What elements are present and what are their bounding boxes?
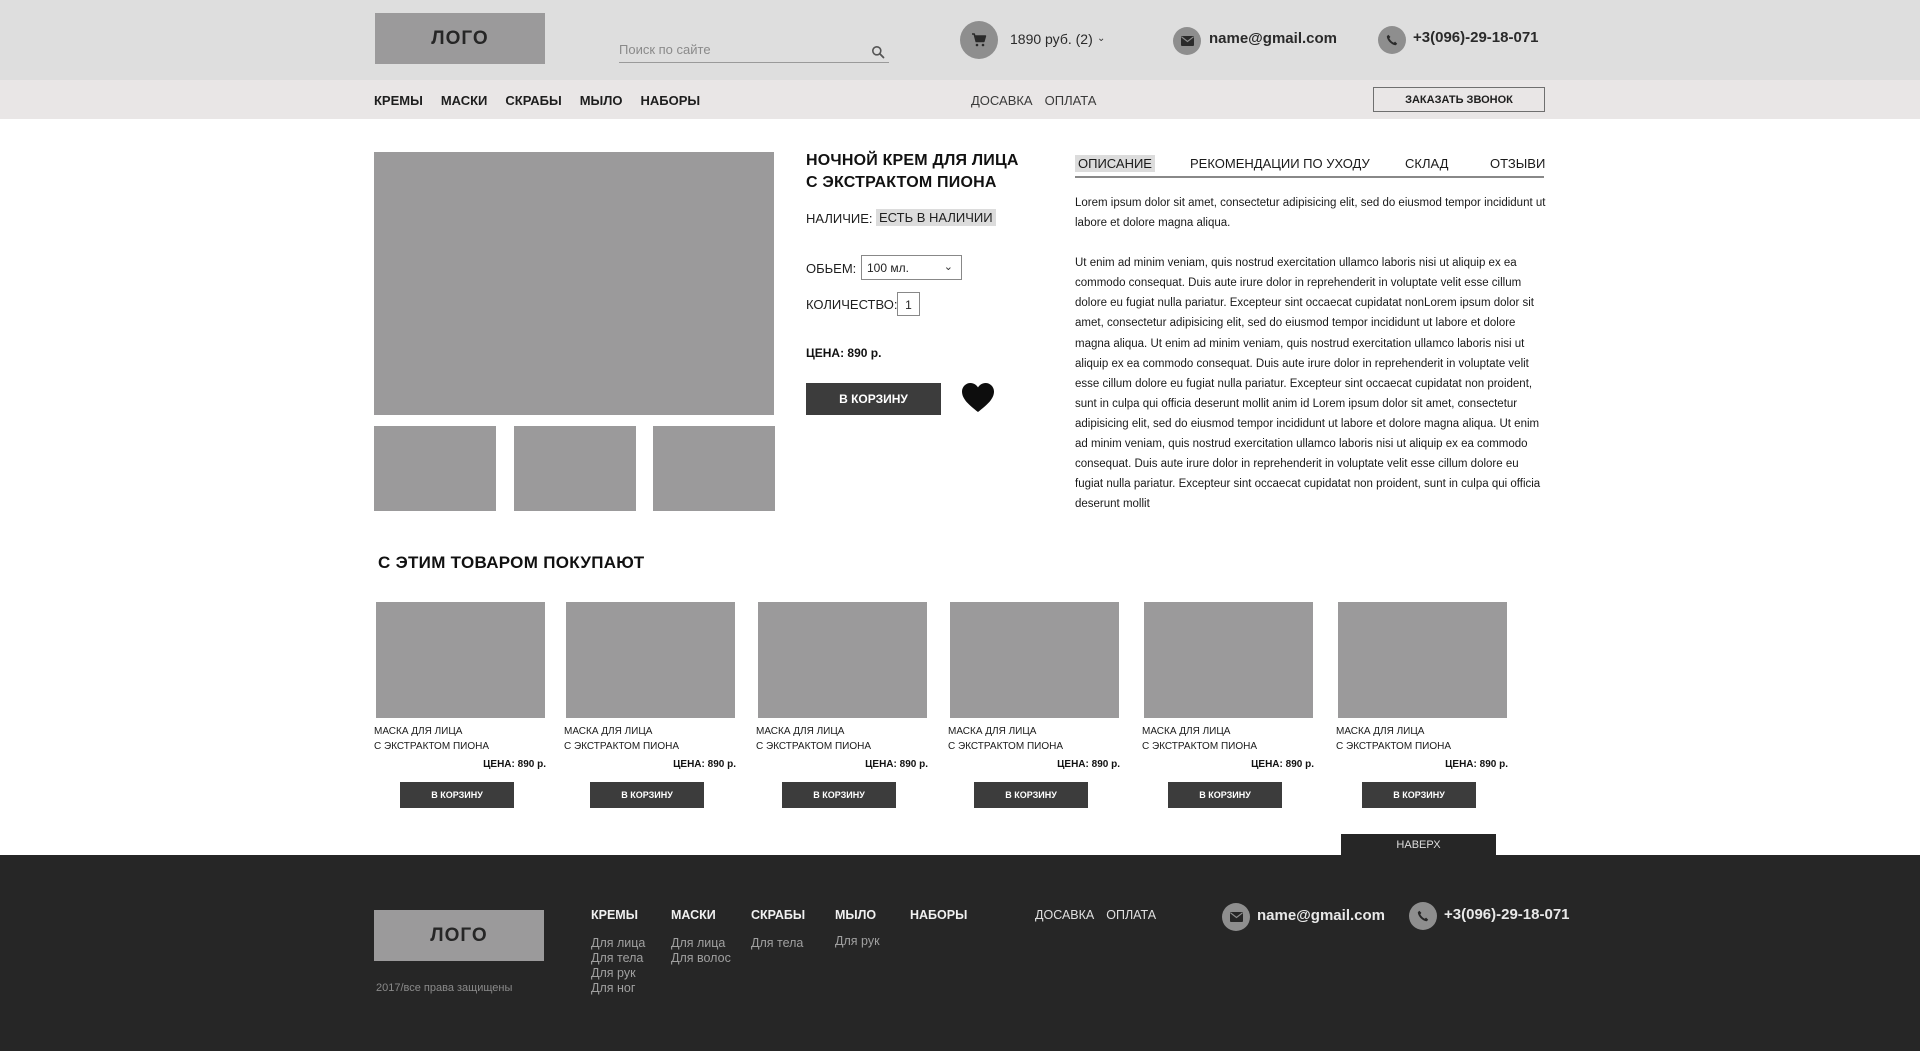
add-to-cart-button[interactable]: В КОРЗИНУ	[590, 782, 704, 808]
product-card-name-line: МАСКА ДЛЯ ЛИЦА	[756, 726, 845, 737]
nav-item-delivery[interactable]: ДОСАВКА	[971, 93, 1033, 108]
product-card[interactable]	[948, 602, 1120, 812]
footer-link[interactable]: Для лица	[591, 936, 646, 950]
footer-link[interactable]: Для рук	[591, 966, 636, 980]
footer-column-sets	[910, 908, 967, 936]
info-menu	[971, 93, 1096, 108]
footer-link[interactable]: Для волос	[671, 951, 731, 965]
product-card-price: ЦЕНА: 890 р.	[1445, 759, 1508, 770]
product-card-name-line: МАСКА ДЛЯ ЛИЦА	[374, 726, 463, 737]
footer-column-title[interactable]: МАСКИ	[671, 908, 716, 922]
product-card[interactable]	[374, 602, 546, 812]
phone-icon	[1378, 26, 1406, 54]
footer-link[interactable]: Для ног	[591, 981, 636, 995]
availability-badge: ЕСТЬ В НАЛИЧИИ	[876, 209, 996, 226]
product-card-name-line: С ЭКСТРАКТОМ ПИОНА	[756, 741, 871, 752]
footer-column-scrubs	[751, 908, 805, 951]
product-card-name[interactable]	[1142, 724, 1314, 754]
footer-link[interactable]: Для лица	[671, 936, 726, 950]
volume-value: 100 мл.	[867, 261, 909, 275]
main-nav	[0, 80, 1920, 119]
footer-column-masks	[671, 908, 731, 966]
footer-column-creams	[591, 908, 645, 996]
product-card-name[interactable]	[374, 724, 546, 754]
nav-item-soap[interactable]: МЫЛО	[579, 93, 623, 108]
tab-care-recommendations[interactable]: РЕКОМЕНДАЦИИ ПО УХОДУ	[1190, 156, 1370, 171]
product-card-name-line: С ЭКСТРАКТОМ ПИОНА	[564, 741, 679, 752]
product-card-image[interactable]	[376, 602, 545, 718]
product-card-image[interactable]	[758, 602, 927, 718]
product-card-image[interactable]	[566, 602, 735, 718]
description-paragraph: Lorem ipsum dolor sit amet, consectetur adipisicing elit, sed do eiusmod tempor incididunt ut labore et dolore magna aliqua.	[1075, 197, 1546, 230]
footer-link[interactable]: Для рук	[835, 934, 880, 948]
product-title-line: С ЭКСТРАКТОМ ПИОНА	[806, 174, 997, 191]
availability-label: НАЛИЧИЕ:	[806, 211, 873, 226]
product-card-image[interactable]	[1144, 602, 1313, 718]
logo[interactable]: ЛОГО	[375, 13, 545, 64]
product-title	[806, 150, 1046, 194]
product-card-price: ЦЕНА: 890 р.	[865, 759, 928, 770]
product-card-name-line: МАСКА ДЛЯ ЛИЦА	[564, 726, 653, 737]
add-to-cart-button[interactable]: В КОРЗИНУ	[1362, 782, 1476, 808]
product-card[interactable]	[1142, 602, 1314, 812]
product-card-name-line: С ЭКСТРАКТОМ ПИОНА	[1336, 741, 1451, 752]
chevron-down-icon[interactable]: ⌄	[1097, 33, 1106, 44]
order-call-button[interactable]: ЗАКАЗАТЬ ЗВОНОК	[1373, 87, 1545, 112]
quantity-label: КОЛИЧЕСТВО:	[806, 297, 898, 312]
quantity-input[interactable]: 1	[897, 292, 920, 316]
product-tabs	[1075, 152, 1544, 178]
site-footer	[0, 855, 1920, 1051]
product-card-price: ЦЕНА: 890 р.	[1251, 759, 1314, 770]
product-card-name-line: С ЭКСТРАКТОМ ПИОНА	[1142, 741, 1257, 752]
volume-label: ОБЬЕМ:	[806, 261, 857, 276]
footer-link[interactable]: Для тела	[591, 951, 644, 965]
product-card-image[interactable]	[1338, 602, 1507, 718]
related-products-title: С ЭТИМ ТОВАРОМ ПОКУПАЮТ	[378, 553, 645, 572]
footer-logo[interactable]: ЛОГО	[374, 910, 544, 961]
nav-item-creams[interactable]: КРЕМЫ	[374, 93, 423, 108]
add-to-cart-button[interactable]: В КОРЗИНУ	[974, 782, 1088, 808]
phone-icon	[1409, 902, 1437, 930]
product-thumbnail[interactable]	[514, 426, 636, 511]
mail-icon	[1173, 27, 1201, 55]
footer-column-title[interactable]: НАБОРЫ	[910, 908, 968, 922]
nav-item-sets[interactable]: НАБОРЫ	[640, 93, 701, 108]
product-card-price: ЦЕНА: 890 р.	[1057, 759, 1120, 770]
header-phone[interactable]: +3(096)-29-18-071	[1413, 29, 1539, 46]
product-price: ЦЕНА: 890 р.	[806, 346, 882, 360]
copyright: 2017/все права защищены	[376, 982, 513, 994]
nav-item-masks[interactable]: МАСКИ	[440, 93, 488, 108]
product-card-name[interactable]	[564, 724, 736, 754]
add-to-cart-button[interactable]: В КОРЗИНУ	[1168, 782, 1282, 808]
footer-info-menu	[1035, 908, 1156, 922]
nav-item-payment[interactable]: ОПЛАТА	[1044, 93, 1097, 108]
top-header	[0, 0, 1920, 80]
add-to-cart-button[interactable]: В КОРЗИНУ	[782, 782, 896, 808]
product-card-price: ЦЕНА: 890 р.	[673, 759, 736, 770]
tab-description[interactable]: ОПИСАНИЕ	[1075, 155, 1155, 172]
footer-link[interactable]: Для тела	[751, 936, 804, 950]
footer-column-title[interactable]: СКРАБЫ	[751, 908, 806, 922]
header-email[interactable]: name@gmail.com	[1209, 30, 1337, 47]
product-title-line: НОЧНОЙ КРЕМ ДЛЯ ЛИЦА	[806, 152, 1019, 169]
product-thumbnail[interactable]	[653, 426, 775, 511]
footer-column-title[interactable]: КРЕМЫ	[591, 908, 638, 922]
footer-link-delivery[interactable]: ДОСАВКА	[1035, 908, 1095, 922]
product-card-name-line: МАСКА ДЛЯ ЛИЦА	[948, 726, 1037, 737]
search-input[interactable]	[619, 39, 859, 59]
add-to-cart-button[interactable]: В КОРЗИНУ	[806, 383, 941, 415]
product-card-name-line: С ЭКСТРАКТОМ ПИОНА	[948, 741, 1063, 752]
product-card[interactable]	[1336, 602, 1508, 812]
product-thumbnail[interactable]	[374, 426, 496, 511]
product-description	[1075, 193, 1547, 509]
product-card[interactable]	[756, 602, 928, 812]
mail-icon	[1222, 903, 1250, 931]
volume-select[interactable]	[861, 255, 962, 280]
cart-icon[interactable]	[960, 21, 998, 59]
chevron-down-icon: ⌄	[943, 261, 953, 273]
product-card[interactable]	[564, 602, 736, 812]
footer-link-payment[interactable]: ОПЛАТА	[1106, 908, 1157, 922]
product-card-name[interactable]	[756, 724, 928, 754]
product-card-image[interactable]	[950, 602, 1119, 718]
footer-phone[interactable]: +3(096)-29-18-071	[1444, 906, 1570, 923]
product-card-name-line: МАСКА ДЛЯ ЛИЦА	[1142, 726, 1231, 737]
product-card-name[interactable]	[948, 724, 1120, 754]
description-paragraph: Ut enim ad minim veniam, quis nostrud exercitation ullamco laboris nisi ut aliquip ex ea commodo consequat. Duis aute irure dolor in reprehenderit in voluptate velit esse cillum dolore eu fugiat nulla pariatur. Excepteur sint occaecat cupidatat nonLorem ipsum dolor sit amet, consectetur adipisicing elit, sed do eiusmod tempor incididunt ut labore et dolore magna aliqua. Ut enim ad minim veniam, quis nostrud exercitation ullamco laboris nisi ut aliquip ex ea commodo consequat. Duis aute irure dolor in reprehenderit in voluptate velit esse cillum dolore eu fugiat nulla pariatur. Excepteur sint occaecat cupidatat non proident, sunt in culpa qui officia deserunt mollit anim id Lorem ipsum dolor sit amet, consectetur adipisicing elit, sed do eiusmod tempor incididunt ut labore et dolore magna aliqua. Ut enim ad minim veniam, quis nostrud exercitation ullamco laboris nisi ut aliquip ex ea commodo consequat. Duis aute irure dolor in reprehenderit in voluptate velit esse cillum dolore eu fugiat nulla pariatur. Excepteur sint occaecat cupidatat non proident, sunt in culpa qui officia deserunt mollit	[1075, 257, 1541, 510]
search-icon[interactable]	[871, 45, 885, 59]
search-box	[619, 37, 889, 63]
product-card-name[interactable]	[1336, 724, 1508, 754]
cart-summary[interactable]: 1890 руб. (2)	[1010, 31, 1093, 47]
tab-stock[interactable]: СКЛАД	[1405, 156, 1449, 171]
add-to-cart-button[interactable]: В КОРЗИНУ	[400, 782, 514, 808]
back-to-top-button[interactable]: НАВЕРХ	[1341, 834, 1496, 856]
heart-icon[interactable]	[961, 382, 995, 414]
category-menu	[374, 93, 700, 108]
product-card-name-line: С ЭКСТРАКТОМ ПИОНА	[374, 741, 489, 752]
tab-reviews[interactable]: ОТЗЫВИ	[1490, 156, 1546, 171]
product-main-image[interactable]	[374, 152, 774, 415]
footer-column-title[interactable]: МЫЛО	[835, 908, 877, 922]
footer-column-soap	[835, 908, 880, 949]
nav-item-scrubs[interactable]: СКРАБЫ	[505, 93, 562, 108]
product-card-name-line: МАСКА ДЛЯ ЛИЦА	[1336, 726, 1425, 737]
footer-email[interactable]: name@gmail.com	[1257, 907, 1385, 924]
product-card-price: ЦЕНА: 890 р.	[483, 759, 546, 770]
